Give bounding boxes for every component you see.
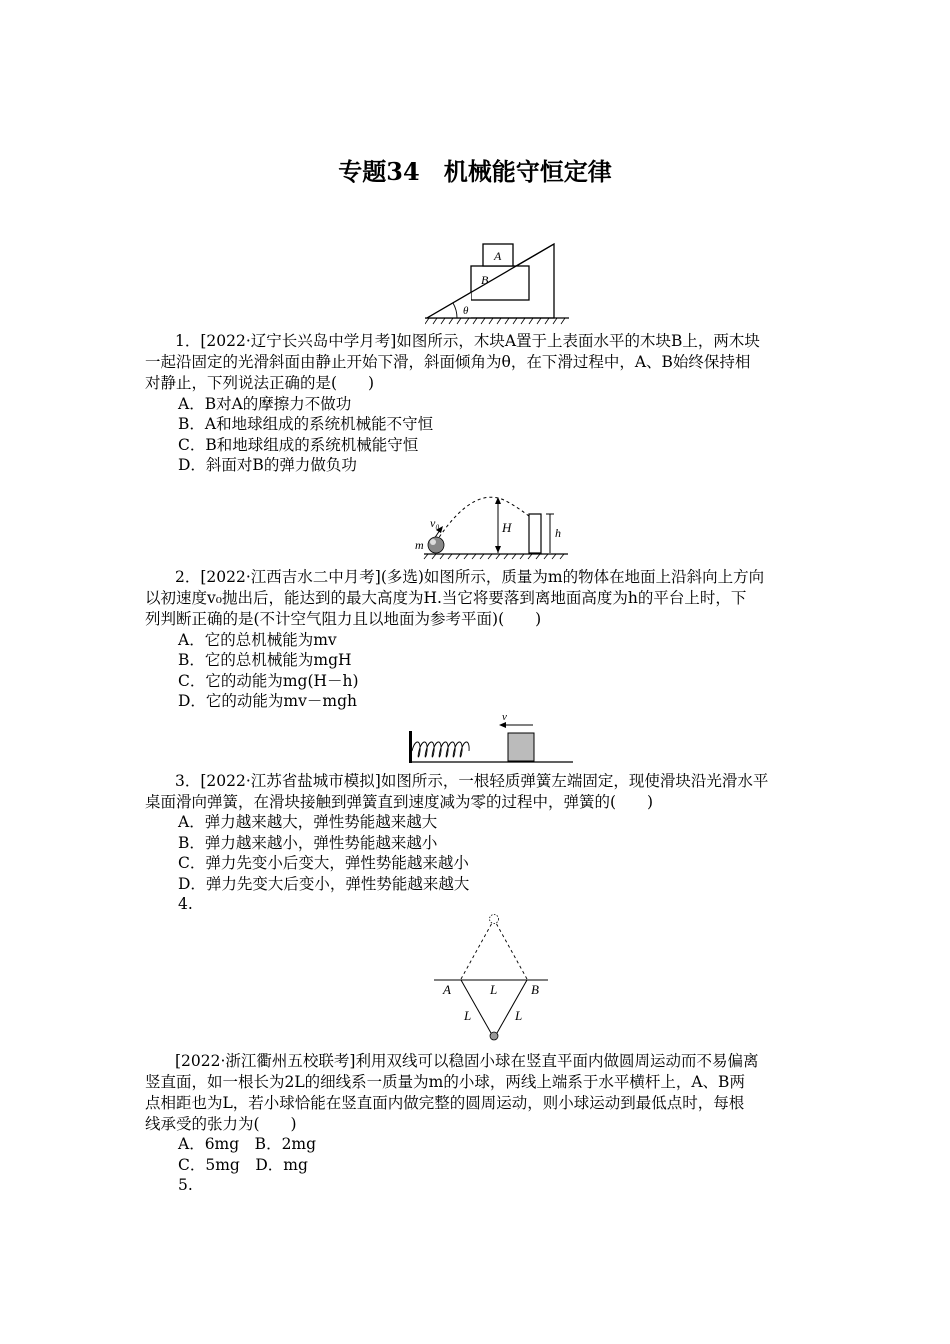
q2-option-c[interactable]: C．它的动能为mg(H－h) bbox=[178, 672, 359, 690]
q4-line-2: 竖直面，如一根长为2L的细线系一质量为m的小球，两线上端系于水平横杆上，A、B两 bbox=[145, 1073, 745, 1091]
label-v: v bbox=[502, 711, 507, 723]
label-l-left: L bbox=[464, 1008, 472, 1023]
q4-number: 4. bbox=[178, 895, 193, 913]
q2-line-3: 列判断正确的是(不计空气阻力且以地面为参考平面)( ) bbox=[145, 610, 542, 628]
q2-option-a[interactable]: A．它的总机械能为mv bbox=[178, 631, 337, 649]
q4-options-cd[interactable]: C．5mg D．mg bbox=[178, 1156, 308, 1174]
figure-projectile bbox=[412, 492, 572, 562]
q1-option-a[interactable]: A．B对A的摩擦力不做功 bbox=[178, 395, 352, 413]
q1-line-2: 一起沿固定的光滑斜面由静止开始下滑，斜面倾角为θ，在下滑过程中，A、B始终保持相 bbox=[145, 353, 751, 371]
q4-line-4: 线承受的张力为( ) bbox=[145, 1115, 297, 1133]
q3-option-d[interactable]: D．弹力先变大后变小，弹性势能越来越大 bbox=[178, 875, 470, 893]
q1-line-3: 对静止，下列说法正确的是( ) bbox=[145, 374, 375, 392]
q4-line-3: 点相距也为L，若小球恰能在竖直面内做完整的圆周运动，则小球运动到最低点时，每根 bbox=[145, 1094, 745, 1112]
q4-line-1: [2022·浙江衢州五校联考]利用双线可以稳固小球在竖直平面内做圆周运动而不易偏离 bbox=[175, 1052, 759, 1070]
q3-option-a[interactable]: A．弹力越来越大，弹性势能越来越大 bbox=[178, 813, 438, 831]
q2-line-2: 以初速度v₀抛出后，能达到的最大高度为H.当它将要落到离地面高度为h的平台上时，下 bbox=[145, 589, 747, 607]
label-point-b: B bbox=[531, 982, 539, 997]
label-big-h: H bbox=[502, 520, 512, 535]
page-title: 专题34 机械能守恒定律 bbox=[338, 157, 612, 186]
figure-incline-blocks bbox=[425, 238, 570, 326]
q3-option-c[interactable]: C．弹力先变小后变大，弹性势能越来越小 bbox=[178, 854, 469, 872]
label-a: A bbox=[494, 249, 502, 263]
label-l-right: L bbox=[515, 1008, 523, 1023]
label-m: m bbox=[415, 538, 424, 552]
q4-options-ab[interactable]: A．6mg B．2mg bbox=[178, 1135, 317, 1153]
label-point-a: A bbox=[443, 982, 451, 997]
q2-line-1: 2．[2022·江西吉水二中月考](多选)如图所示，质量为m的物体在地面上沿斜向上方向 bbox=[175, 568, 765, 586]
q3-line-1: 3．[2022·江苏省盐城市模拟]如图所示，一根轻质弹簧左端固定，现使滑块沿光滑水平 bbox=[175, 772, 769, 790]
q1-option-c[interactable]: C．B和地球组成的系统机械能守恒 bbox=[178, 436, 419, 454]
q3-line-2: 桌面滑向弹簧，在滑块接触到弹簧直到速度减为零的过程中，弹簧的( ) bbox=[145, 793, 654, 811]
q1-line-1: 1．[2022·辽宁长兴岛中学月考]如图所示，木块A置于上表面水平的木块B上，两木块 bbox=[175, 332, 760, 350]
q3-option-b[interactable]: B．弹力越来越小，弹性势能越来越小 bbox=[178, 834, 438, 852]
q1-option-b[interactable]: B．A和地球组成的系统机械能不守恒 bbox=[178, 415, 434, 433]
figure-spring-block bbox=[405, 709, 577, 767]
label-b: B bbox=[481, 273, 489, 287]
label-l-top: L bbox=[490, 982, 498, 997]
q1-option-d[interactable]: D．斜面对B的弹力做负功 bbox=[178, 456, 357, 474]
q2-option-b[interactable]: B．它的总机械能为mgH bbox=[178, 651, 352, 669]
label-theta: θ bbox=[463, 305, 469, 317]
q2-option-d[interactable]: D．它的动能为mv－mgh bbox=[178, 692, 357, 710]
label-v0: v₀ bbox=[430, 516, 440, 530]
figure-double-string bbox=[432, 912, 552, 1044]
q5-number: 5. bbox=[178, 1176, 193, 1194]
label-small-h: h bbox=[555, 526, 561, 540]
